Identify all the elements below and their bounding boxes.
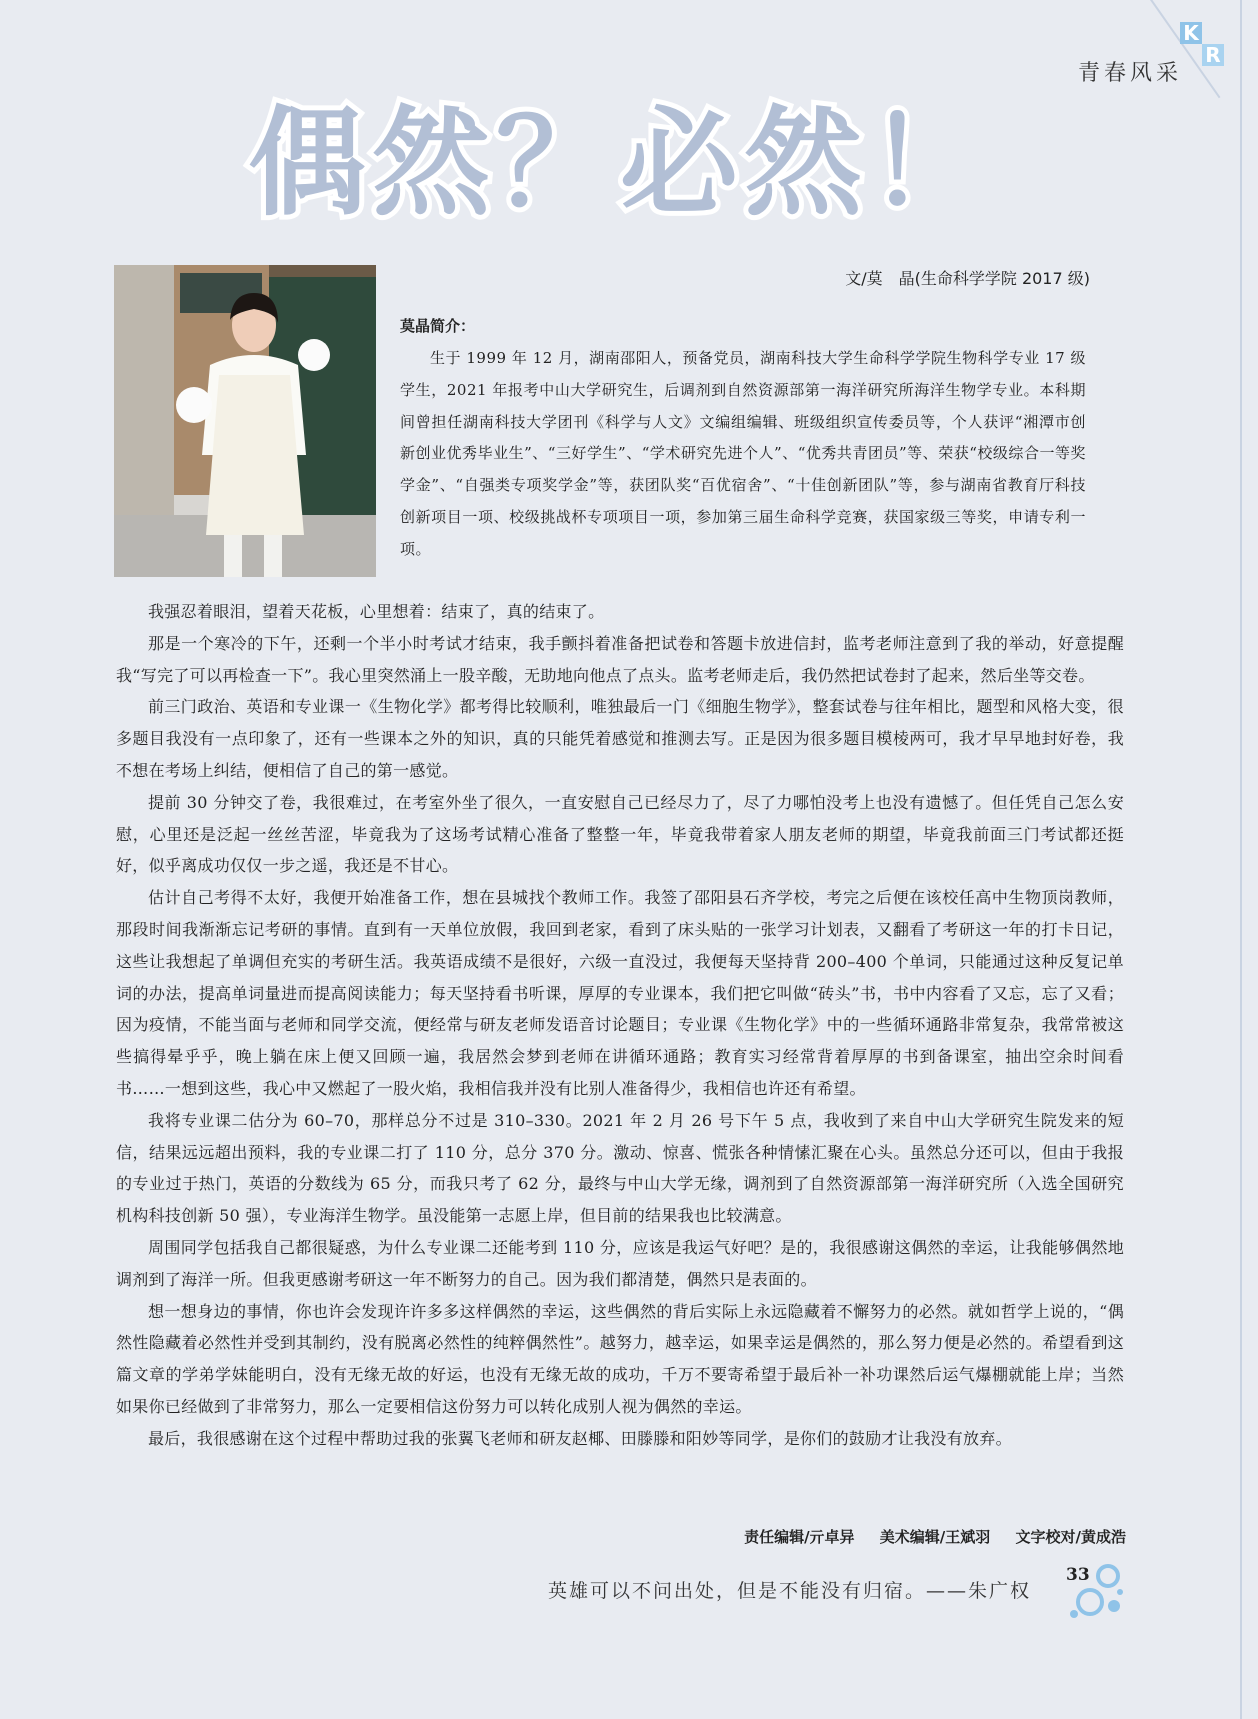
article-paragraph: 周围同学包括我自己都很疑惑，为什么专业课二还能考到 110 分，应该是我运气好吧？是的，我很感谢这偶然的幸运，让我能够偶然地调剂到了海洋一所。但我更感谢考研这一年不断努力的自己。因为我们都清楚，偶然只是表面的。	[116, 1237, 1124, 1289]
page-number: 33	[1066, 1565, 1090, 1585]
section-tag: 青春风采	[1078, 61, 1183, 86]
credit-art: 美术编辑/王斌羽	[879, 1528, 991, 1546]
author-byline: 文/莫 晶(生命科学学院 2017 级)	[845, 269, 1090, 288]
article-paragraph: 那是一个寒冷的下午，还剩一个半小时考试才结束，我手颤抖着准备把试卷和答题卡放进信封，监考老师注意到了我的举动，好意提醒我“写完了可以再检查一下”。我心里突然涌上一股辛酸，无助地向他点了点头。监考老师走后，我仍然把试卷封了起来，然后坐等交卷。	[116, 633, 1124, 685]
page-title	[220, 92, 1020, 232]
editor-credits	[640, 1526, 1126, 1547]
article-paragraph: 想一想身边的事情，你也许会发现许许多多这样偶然的幸运，这些偶然的背后实际上永远隐藏着不懈努力的必然。就如哲学上说的，“偶然性隐藏着必然性并受到其制约，没有脱离必然性的纯粹偶然性”。越努力，越幸运，如果幸运是偶然的，那么努力便是必然的。希望看到这篇文章的学弟学妹能明白，没有无缘无故的好运，也没有无缘无故的成功，千万不要寄希望于最后补一补功课然后运气爆棚就能上岸；当然如果你已经做到了非常努力，那么一定要相信这份努力可以转化成别人视为偶然的幸运。	[116, 1301, 1124, 1416]
article-paragraph: 我将专业课二估分为 60–70，那样总分不过是 310–330。2021 年 2 月 26 号下午 5 点，我收到了来自中山大学研究生院发来的短信，结果远远超出预料，我的专业课二打了 110 分，总分 370 分。激动、惊喜、慌张各种情愫汇聚在心头。虽然总分还可以，但由于我报的专业过于热门，英语的分数线为 65 分，而我只考了 62 分，最终与中山大学无缘，调剂到了自然资源部第一海洋研究所（入选全国研究机构科技创新 50 强），专业海洋生物学。虽没能第一志愿上岸，但目前的结果我也比较满意。	[116, 1110, 1124, 1226]
portrait-image	[114, 265, 376, 577]
bio-heading: 莫晶简介：	[400, 317, 476, 335]
decorative-line	[1240, 0, 1242, 1719]
bio-text: 生于 1999 年 12 月，湖南邵阳人，预备党员，湖南科技大学生命科学学院生物科学专业 17 级学生，2021 年报考中山大学研究生，后调剂到自然资源部第一海洋研究所海洋生物学专业。本科期间曾担任湖南科技大学团刊《科学与人文》文编组编辑、班级组织宣传委员等，个人获评“湘潭市创新创业优秀毕业生”、“三好学生”、“学术研究先进个人”、“优秀共青团员”等、荣获“校级综合一等奖学金”、“自强类专项奖学金”等，获团队奖“百优宿舍”、“十佳创新团队”等，参与湖南省教育厅科技创新项目一项、校级挑战杯专项项目一项，参加第三届生命科学竞赛，获国家级三等奖，申请专利一项。	[400, 349, 1086, 558]
author-photo	[114, 265, 376, 577]
article-paragraph: 我强忍着眼泪，望着天花板，心里想着：结束了，真的结束了。	[148, 602, 605, 621]
kr-logo: K R	[1180, 22, 1226, 68]
article-paragraph: 最后，我很感谢在这个过程中帮助过我的张翼飞老师和研友赵椰、田滕滕和阳妙等同学，是你们的鼓励才让我没有放弃。	[148, 1428, 1012, 1448]
article-body	[116, 596, 1124, 1455]
footer-quote: 英雄可以不问出处，但是不能没有归宿。——朱广权	[548, 1580, 1032, 1602]
article-paragraph: 提前 30 分钟交了卷，我很难过，在考室外坐了很久，一直安慰自己已经尽力了，尽了力哪怕没考上也没有遗憾了。但任凭自己怎么安慰，心里还是泛起一丝丝苦涩，毕竟我为了这场考试精心准备了整整一年，毕竟我带着家人朋友老师的期望，毕竟我前面三门考试都还挺好，似乎离成功仅仅一步之遥，我还是不甘心。	[116, 792, 1124, 876]
credit-proof: 文字校对/黄成浩	[1015, 1528, 1126, 1546]
page-title-text: 偶然？必然！	[247, 94, 993, 232]
article-paragraph: 前三门政治、英语和专业课一《生物化学》都考得比较顺利，唯独最后一门《细胞生物学》，整套试卷与往年相比，题型和风格大变，很多题目我没有一点印象了，还有一些课本之外的知识，真的只能凭着感觉和推测去写。正是因为很多题目模棱两可，我才早早地封好卷，我不想在考场上纠结，便相信了自己的第一感觉。	[116, 697, 1124, 780]
article-paragraph: 估计自己考得不太好，我便开始准备工作，想在县城找个教师工作。我签了邵阳县石齐学校，考完之后便在该校任高中生物顶岗教师，那段时间我渐渐忘记考研的事情。直到有一天单位放假，我回到老家，看到了床头贴的一张学习计划表，又翻看了考研这一年的打卡日记，这些让我想起了单调但充实的考研生活。我英语成绩不是很好，六级一直没过，我便每天坚持背 200–400 个单词，只能通过这种反复记单词的办法，提高单词量进而提高阅读能力；每天坚持看书听课，厚厚的专业课本，我们把它叫做“砖头”书，书中内容看了又忘，忘了又看；因为疫情，不能当面与老师和同学交流，便经常与研友老师发语音讨论题目；专业课《生物化学》中的一些循环通路非常复杂，我常常被这些搞得晕乎乎，晚上躺在床上便又回顾一遍，我居然会梦到老师在讲循环通路；教育实习经常背着厚厚的书到备课室，抽出空余时间看书……一想到这些，我心中又燃起了一股火焰，我相信我并没有比别人准备得少，我相信也许还有希望。	[116, 888, 1124, 1098]
credit-editor: 责任编辑/亓卓异	[744, 1528, 855, 1546]
